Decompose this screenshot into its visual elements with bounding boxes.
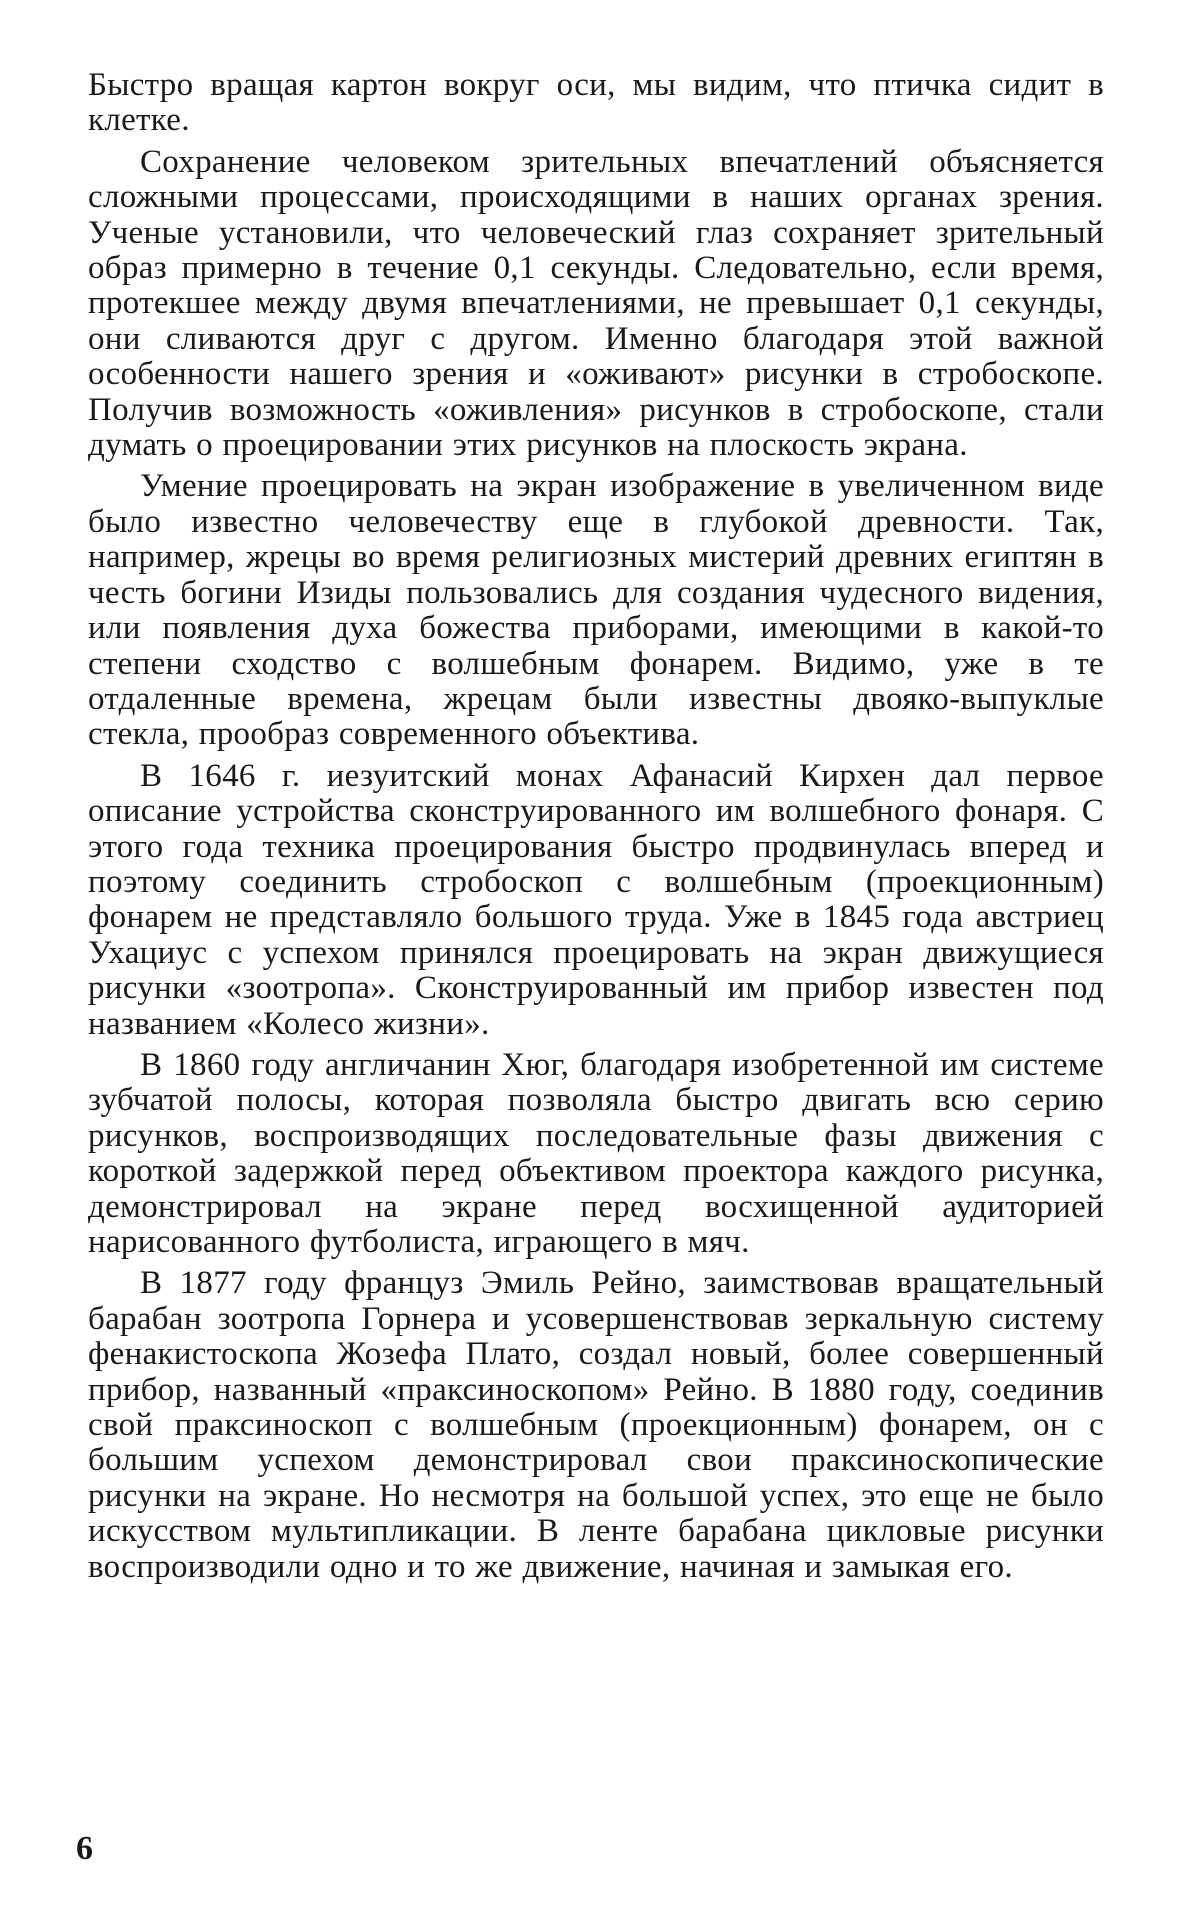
paragraph: В 1877 году француз Эмиль Рейно, заимствовав вращательный барабан зоотропа Горнера и усовершенствовав зеркальную систему фенакистоскопа Жозефа Плато, создал новый, более совершенный прибор, названный «праксиноскопом» Рейно. В 1880 году, соединив свой праксиноскоп с волшебным (проекционным) фонарем, он с большим успехом демонстрировал свои праксиноскопические рисунки на экране. Но несмотря на большой успех, это еще не было искусством мультипликации. В ленте барабана цикловые рисунки воспроизводили одно и то же движение, начиная и замыкая его. [88, 1266, 1104, 1585]
body-text [88, 68, 1104, 1591]
paragraph: В 1646 г. иезуитский монах Афанасий Кирхен дал первое описание устройства сконструированного им волшебного фонаря. С этого года техника проецирования быстро продвинулась вперед и поэтому соединить стробоскоп с волшебным (проекционным) фонарем не представляло большого труда. Уже в 1845 года австриец Ухациус с успехом принялся проецировать на экран движущиеся рисунки «зоотропа». Сконструированный им прибор известен под названием «Колесо жизни». [88, 759, 1104, 1042]
paragraph: Быстро вращая картон вокруг оси, мы видим, что птичка сидит в клетке. [88, 68, 1104, 139]
paragraph: Сохранение человеком зрительных впечатлений объясняется сложными процессами, происходящими в наших органах зрения. Ученые установили, что человеческий глаз сохраняет зрительный образ примерно в течение 0,1 секунды. Следовательно, если время, протекшее между двумя впечатлениями, не превышает 0,1 секунды, они сливаются друг с другом. Именно благодаря этой важной особенности нашего зрения и «оживают» рисунки в стробоскопе. Получив возможность «оживления» рисунков в стробоскопе, стали думать о проецировании этих рисунков на плоскость экрана. [88, 145, 1104, 464]
book-page [0, 0, 1200, 1913]
paragraph: В 1860 году англичанин Хюг, благодаря изобретенной им системе зубчатой полосы, которая позволяла быстро двигать всю серию рисунков, воспроизводящих последовательные фазы движения с короткой задержкой перед объективом проектора каждого рисунка, демонстрировал на экране перед восхищенной аудиторией нарисованного футболиста, играющего в мяч. [88, 1048, 1104, 1260]
paragraph: Умение проецировать на экран изображение в увеличенном виде было известно человечеству еще в глубокой древности. Так, например, жрецы во время религиозных мистерий древних египтян в честь богини Изиды пользовались для создания чудесного видения, или появления духа божества приборами, имеющими в какой-то степени сходство с волшебным фонарем. Видимо, уже в те отдаленные времена, жрецам были известны двояко-выпуклые стекла, прообраз современного объектива. [88, 469, 1104, 752]
page-number: 6 [76, 1830, 93, 1868]
